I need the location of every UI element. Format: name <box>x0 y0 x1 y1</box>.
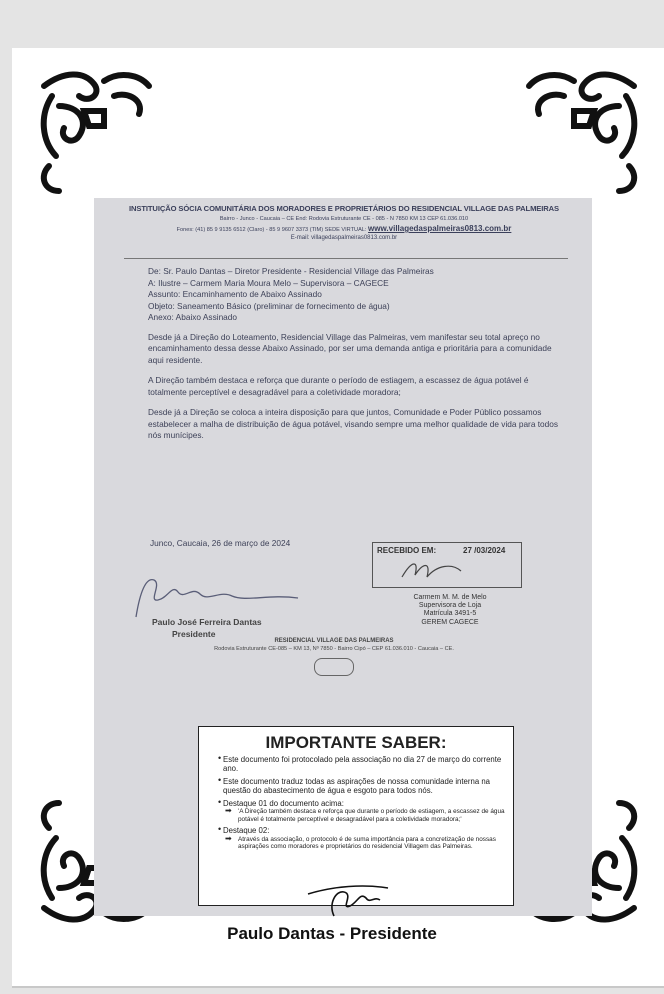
page-sheet <box>12 48 664 988</box>
signer-block <box>152 616 262 640</box>
receiver-unit: GEREM CAGECE <box>421 618 479 626</box>
letter-footer <box>184 638 484 652</box>
letterhead <box>124 204 564 260</box>
letter-header-fields <box>148 266 563 324</box>
notice-item-3 <box>223 799 513 824</box>
stamp-label: RECEBIDO EM: <box>377 546 437 555</box>
object-line: Objeto: Saneamento Básico (preliminar de fornecimento de água) <box>148 300 390 311</box>
signer-name: Paulo José Ferreira Dantas <box>152 617 262 627</box>
receiver-block <box>390 594 510 627</box>
stamp-date: 27 /03/2024 <box>463 546 506 555</box>
signer-role: Presidente <box>172 629 216 639</box>
to-line: A: Ilustre – Carmem Maria Moura Melo – Supervisora – CAGECE <box>148 277 389 288</box>
from-line: De: Sr. Paulo Dantas – Diretor Presidente - Residencial Village das Palmeiras <box>148 266 434 276</box>
letterhead-email: E-mail: villagedaspalmeiras0813.com.br <box>290 235 398 241</box>
letter-body <box>148 266 563 451</box>
ornament-top-left-icon <box>34 66 174 206</box>
letterhead-title: INSTITUIÇÃO SÓCIA COMUNITÁRIA DOS MORADORES E PROPRIETÁRIOS DO RESIDENCIAL VILLAGE DAS PALMEIRAS <box>128 204 560 213</box>
seal-logo-icon <box>314 658 354 676</box>
notice-item-4-title: Destaque 02: <box>223 826 270 836</box>
subject-line: Assunto: Encaminhamento de Abaixo Assinado <box>148 289 322 299</box>
notice-item-4-text: ➡ Através da associação, o protocolo é de suma importância para a concretização de nossas aspirações como moradores e proprietários do residencial Villagem das Palmeiras. <box>225 836 513 851</box>
receiver-role: Supervisora de Loja <box>418 602 482 610</box>
receiver-registration: Matrícula 3491-5 <box>423 610 477 618</box>
president-name: Paulo Dantas - Presidente <box>227 924 437 943</box>
letterhead-contacts <box>124 224 564 233</box>
notice-item-4 <box>223 826 513 851</box>
notice-item-1: • Este documento foi protocolado pela associação no dia 27 de março do corrente ano. <box>223 755 513 774</box>
attachment-line: Anexo: Abaixo Assinado <box>148 312 238 322</box>
divider <box>124 258 568 259</box>
paragraph-3: Desde já a Direção se coloca a inteira disposição para que juntos, Comunidade e Poder Público possamos estabelecer a malha de distribuição de água potável, visando sempre uma melhor qualidade de vida para todos nós munícipes. <box>148 407 559 440</box>
letter-date: Junco, Caucaia, 26 de março de 2024 <box>150 538 291 548</box>
notice-item-3-title: Destaque 01 do documento acima: <box>223 798 344 808</box>
letter-photo <box>94 198 592 916</box>
letterhead-phones: Fones: (41) 85 9 9135 6512 (Claro) - 85 9 9607 3373 (TIM) SEDE VIRTUAL: <box>176 227 367 233</box>
ornament-top-right-icon <box>504 66 644 206</box>
notice-item-3-quote: ➡ 'A Direção também destaca e reforça que durante o período de estiagem, a escassez de água potável é totalmente perceptível e desagradável para a coletividade moradora;' <box>225 808 513 823</box>
paragraph-1: Desde já a Direção do Loteamento, Residencial Village das Palmeiras, vem manifestar seu total apreço no encaminhamento dessa desse Abaixo Assinado, por ser uma demanda antiga e prioritária para a comunidade aqui residente. <box>148 331 552 365</box>
bottom-divider <box>12 986 664 988</box>
footer-org: RESIDENCIAL VILLAGE DAS PALMEIRAS <box>274 638 394 644</box>
president-signature-icon <box>304 876 394 922</box>
receiver-signature-icon <box>397 555 467 585</box>
paragraph-2: A Direção também destaca e reforça que durante o período de estiagem, a escassez de água potável é totalmente perceptível e desagradável para a coletividade moradora; <box>148 375 529 397</box>
notice-list <box>199 755 513 851</box>
signer-signature-icon <box>128 572 328 622</box>
footer-address: Rodovia Estruturante CE-085 – KM 13, Nº 7850 - Bairro Cipó – CEP 61.036.010 - Caucaia – CE. <box>214 646 454 652</box>
notice-item-2: • Este documento traduz todas as aspirações de nossa comunidade interna na questão do abastecimento de água e esgoto para todos nós. <box>223 777 513 796</box>
receiver-name: Carmem M. M. de Melo <box>413 594 487 601</box>
notice-heading: IMPORTANTE SABER: <box>265 733 447 752</box>
received-stamp <box>372 542 522 588</box>
letterhead-address: Bairro - Junco - Caucaia – CE End: Rodovia Estruturante CE - 085 - N 7850 KM 13 CEP 61.036.010 <box>219 216 469 222</box>
letterhead-site-link[interactable]: www.villagedaspalmeiras0813.com.br <box>368 224 512 233</box>
